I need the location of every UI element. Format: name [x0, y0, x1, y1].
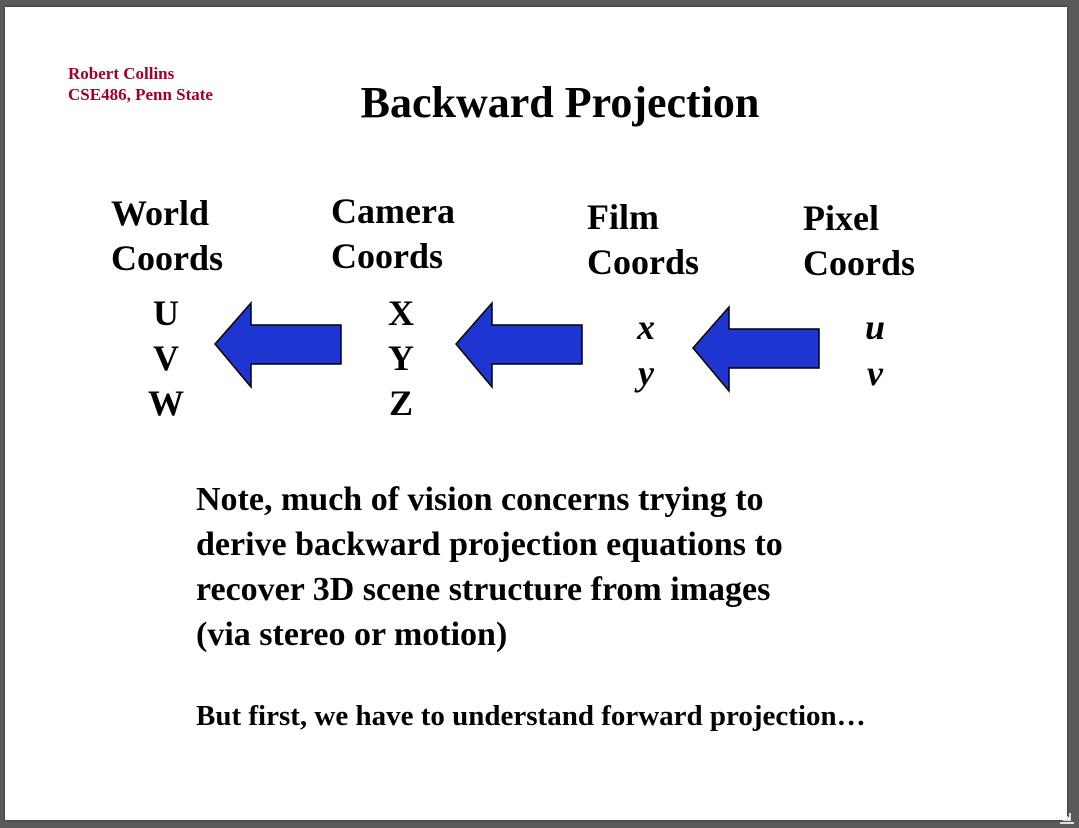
pixel-coords-values: [845, 304, 905, 396]
resize-grip-icon[interactable]: [1059, 808, 1075, 824]
page-title: Backward Projection: [360, 78, 760, 127]
coord-film-x: x: [637, 307, 655, 347]
film-coords-label: Film Coords: [587, 197, 700, 282]
author-name: Robert Collins: [68, 64, 175, 83]
pixel-coords-label: Pixel Coords: [803, 198, 916, 283]
note-line: (via stereo or motion): [196, 616, 508, 653]
camera-coords-values: [371, 291, 431, 426]
coord-z: Z: [388, 383, 413, 423]
film-coords-values: [616, 304, 676, 396]
arrow-left-icon: [691, 305, 821, 393]
author-course: CSE486, Penn State: [68, 85, 213, 104]
world-coords-label: World Coords: [111, 193, 224, 278]
note-line: derive backward projection equations to: [196, 526, 783, 563]
coord-v: V: [153, 338, 179, 378]
note-paragraph: [196, 477, 783, 657]
footer-text: But first, we have to understand forward projection…: [196, 700, 866, 732]
coord-pixel-v: v: [867, 353, 883, 393]
world-coords-values: [136, 291, 196, 426]
arrow-left-icon: [213, 301, 343, 389]
coord-u: U: [153, 293, 179, 333]
coord-y: Y: [388, 338, 414, 378]
note-line: recover 3D scene structure from images: [196, 571, 771, 608]
coord-film-y: y: [638, 353, 654, 393]
note-line: Note, much of vision concerns trying to: [196, 481, 764, 518]
slide-page: [5, 7, 1067, 820]
coord-pixel-u: u: [864, 307, 886, 347]
coord-w: W: [148, 383, 184, 423]
camera-coords-label: Camera Coords: [331, 191, 455, 276]
coord-x: X: [388, 293, 414, 333]
arrow-left-icon: [454, 301, 584, 389]
